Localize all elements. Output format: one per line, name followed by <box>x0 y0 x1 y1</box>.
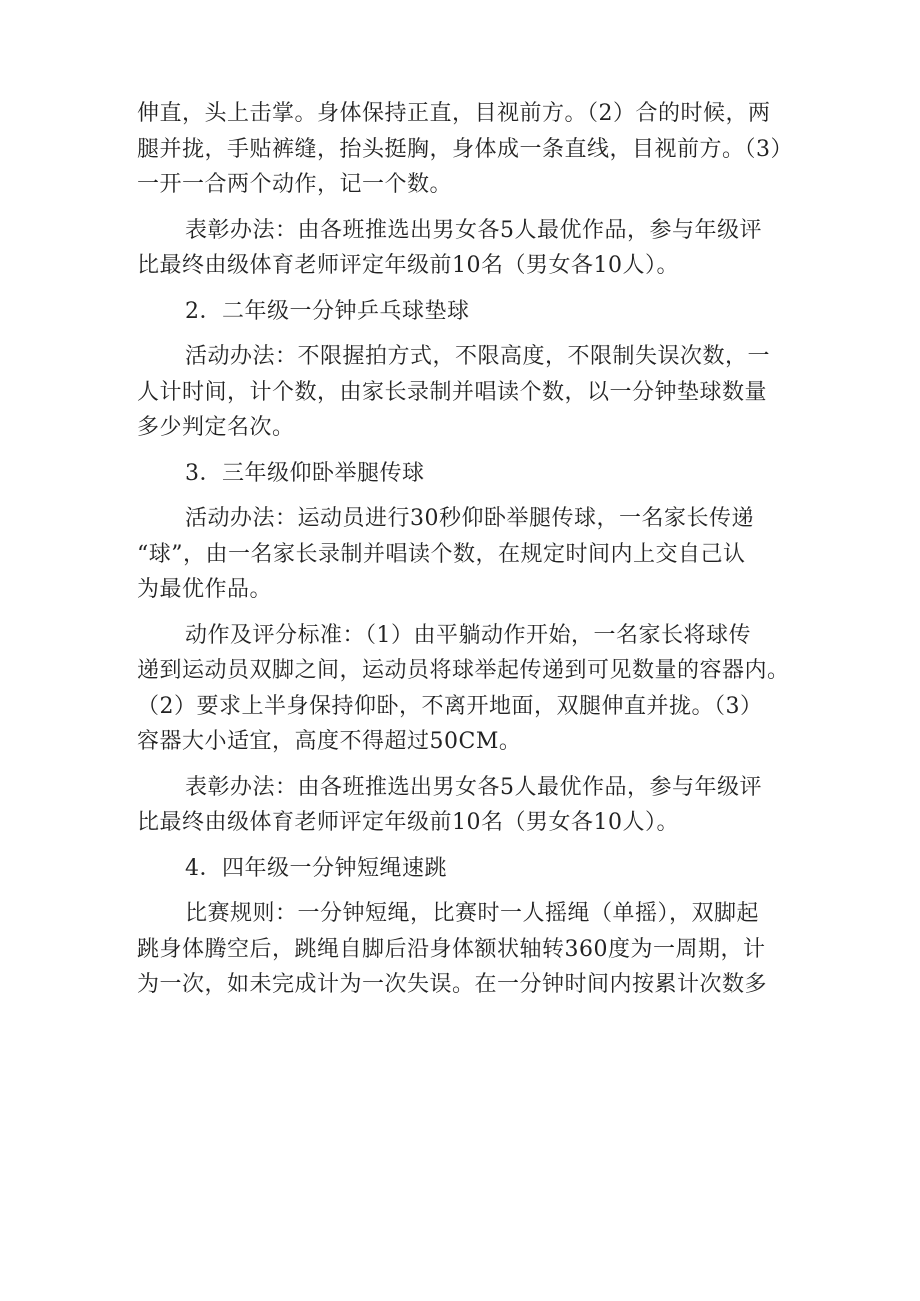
text-line: 2．二年级一分钟乒乓球垫球 <box>185 298 470 324</box>
text-line: 伸直，头上击掌。身体保持正直，目视前方。（2）合的时候，两 <box>137 101 771 126</box>
text-line: 跳身体腾空后，跳绳自脚后沿身体额状轴转360度为一周期，计 <box>137 936 766 962</box>
text-line: 3．三年级仰卧举腿传球 <box>185 460 425 486</box>
paragraph <box>137 770 797 841</box>
document-body <box>137 96 797 1003</box>
paragraph <box>137 501 797 608</box>
text-line: （2）要求上半身保持仰卧，不离开地面，双腿伸直并拢。（3） <box>137 693 763 719</box>
paragraph <box>137 896 797 1003</box>
paragraph <box>137 213 797 284</box>
paragraph <box>137 96 797 203</box>
paragraph-gap <box>137 284 797 294</box>
paragraph-gap <box>137 446 797 456</box>
text-line: “球”，由一名家长录制并唱读个数，在规定时间内上交自己认 <box>137 541 746 567</box>
paragraph-gap <box>137 329 797 339</box>
paragraph-gap <box>137 760 797 770</box>
text-line: 比最终由级体育老师评定年级前10名（男女各10人）。 <box>137 810 679 835</box>
text-line: 表彰办法：由各班推选出男女各5人最优作品，参与年级评 <box>185 774 762 800</box>
text-line: 活动办法：不限握拍方式，不限高度，不限制失误次数，一 <box>185 344 771 369</box>
text-line: 比最终由级体育老师评定年级前10名（男女各10人）。 <box>137 253 679 278</box>
paragraph-gap <box>137 491 797 501</box>
text-line: 比赛规则：一分钟短绳，比赛时一人摇绳（单摇），双脚起 <box>185 901 760 926</box>
paragraph-gap <box>137 841 797 851</box>
section-heading <box>137 456 797 492</box>
text-line: 腿并拢，手贴裤缝，抬头挺胸，身体成一条直线，目视前方。（3） <box>137 136 793 162</box>
text-line: 为一次，如未完成计为一次失误。在一分钟时间内按累计次数多 <box>137 972 768 997</box>
text-line: 4．四年级一分钟短绳速跳 <box>185 855 447 881</box>
text-line: 为最优作品。 <box>137 577 273 602</box>
text-line: 活动办法：运动员进行30秒仰卧举腿传球，一名家长传递 <box>185 506 754 531</box>
paragraph-gap <box>137 203 797 213</box>
text-line: 容器大小适宜，高度不得超过50CM。 <box>137 729 522 754</box>
section-heading <box>137 294 797 330</box>
text-line: 动作及评分标准：（1）由平躺动作开始，一名家长将球传 <box>185 622 751 648</box>
text-line: 表彰办法：由各班推选出男女各5人最优作品，参与年级评 <box>185 217 762 243</box>
text-line: 递到运动员双脚之间，运动员将球举起传递到可见数量的容器内。 <box>137 658 790 683</box>
text-line: 人计时间，计个数，由家长录制并唱读个数，以一分钟垫球数量 <box>137 379 768 405</box>
paragraph-gap <box>137 608 797 618</box>
paragraph <box>137 618 797 760</box>
text-line: 多少判定名次。 <box>137 415 295 440</box>
text-line: 一开一合两个动作，记一个数。 <box>137 172 453 197</box>
paragraph <box>137 339 797 446</box>
paragraph-gap <box>137 886 797 896</box>
section-heading <box>137 851 797 887</box>
